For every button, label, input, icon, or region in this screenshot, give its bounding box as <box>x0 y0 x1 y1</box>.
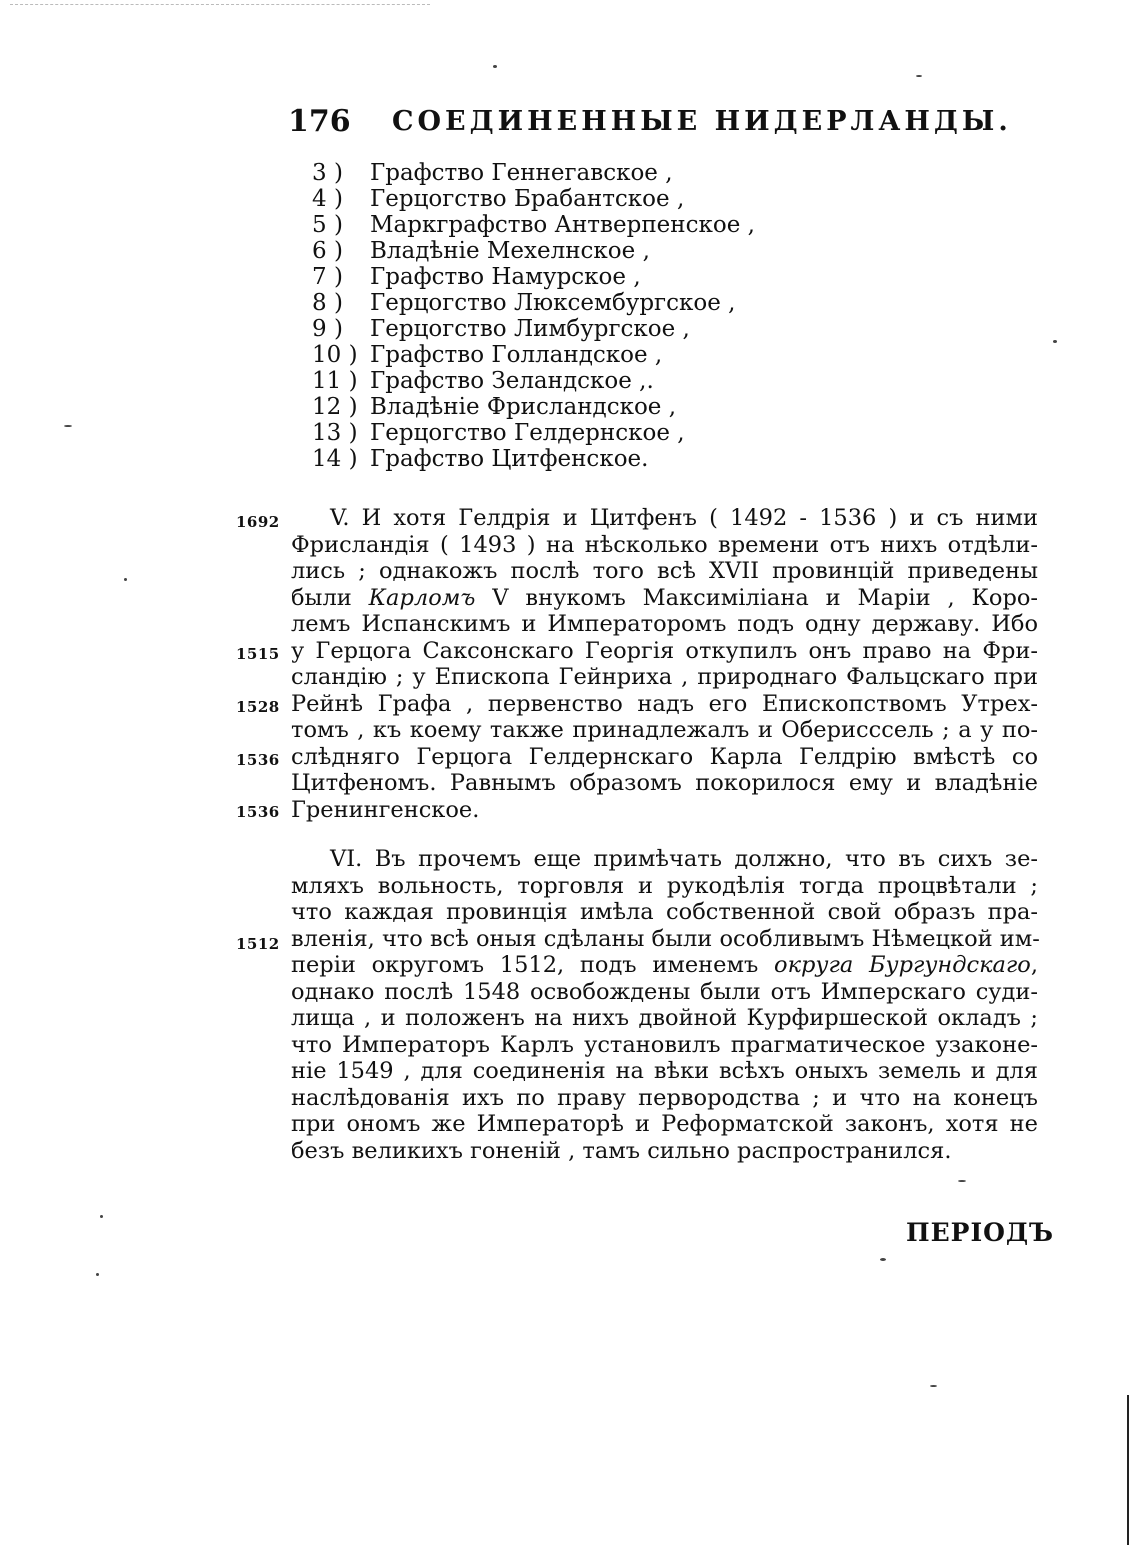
text-line: мляхъ вольность, торговля и рукодѣлія тогда процвѣтали ; <box>291 872 1038 899</box>
top-edge-rule <box>10 4 430 5</box>
list-item <box>312 446 832 472</box>
italic-name: Карломъ <box>368 584 476 611</box>
list-item-number: 12 ) <box>312 394 358 420</box>
list-item-text: Графство Зеландское ,. <box>370 368 654 394</box>
list-item <box>312 212 832 238</box>
page-header <box>288 104 1012 148</box>
list-item <box>312 290 832 316</box>
margin-year: 1512 <box>236 935 280 953</box>
text-line <box>291 952 1038 979</box>
list-item-text: Герцогство Лимбургское , <box>370 316 690 342</box>
list-item <box>312 394 832 420</box>
list-item <box>312 264 832 290</box>
italic-name: округа Бургундскаго <box>774 952 1031 978</box>
text-line: у Герцога Саксонскаго Георгія откупилъ онъ право на Фри- <box>291 637 1038 664</box>
list-item-text: Владѣніе Мехелнское , <box>370 238 650 264</box>
scan-speck <box>64 425 72 427</box>
text-line: вленія, что всѣ оныя сдѣланы были особливымъ Нѣмецкой им- <box>291 925 1040 952</box>
text-line: томъ , къ коему также принадлежалъ и Оберисссель ; а у по- <box>291 717 1038 743</box>
scan-speck <box>930 1385 937 1387</box>
list-item-number: 5 ) <box>312 212 343 238</box>
list-item-text: Графство Геннегавское , <box>370 160 673 186</box>
text-line: наслѣдованія ихъ по праву первородства ; и что на конецъ <box>291 1084 1038 1111</box>
scan-speck <box>493 65 497 68</box>
list-item-text: Герцогство Гелдернское , <box>370 420 685 446</box>
text-line: лища , и положенъ на нихъ двойной Курфиршеской окладъ ; <box>291 1005 1038 1031</box>
text-line: ніе 1549 , для соединенія на вѣки всѣхъ оныхъ земель и для <box>291 1058 1038 1084</box>
text-line: однако послѣ 1548 освобождены были отъ Имперскаго суди- <box>291 978 1038 1005</box>
list-item <box>312 342 832 368</box>
list-item <box>312 238 832 264</box>
catchword: ПЕРІОДЪ <box>906 1218 1055 1247</box>
list-item-text: Графство Намурское , <box>370 264 641 290</box>
text-line: Цитфеномъ. Равнымъ образомъ покорилося ему и владѣніе <box>291 770 1038 796</box>
list-item <box>312 160 832 186</box>
list-item-number: 4 ) <box>312 186 343 212</box>
text-line: что Императоръ Карлъ установилъ прагматическое узаконе- <box>291 1031 1038 1058</box>
text-line: VI. Въ прочемъ еще примѣчать должно, что въ сихъ зе- <box>330 846 1038 872</box>
paragraph-vi <box>291 846 1038 1164</box>
list-item-text: Графство Голландское , <box>370 342 663 368</box>
scan-speck <box>100 1215 103 1218</box>
scan-speck <box>916 75 922 77</box>
text-run: періи округомъ 1512, подъ именемъ <box>291 952 759 978</box>
text-run: были <box>291 584 352 611</box>
provinces-list <box>312 160 832 472</box>
text-line: безъ великихъ гоненій , тамъ сильно распространился. <box>291 1137 952 1164</box>
paragraph-v <box>291 505 1038 823</box>
margin-year: 1528 <box>236 698 280 716</box>
list-item-number: 10 ) <box>312 342 358 368</box>
text-line: при ономъ же Императорѣ и Реформатской законъ, хотя не <box>291 1111 1038 1137</box>
margin-year: 1536 <box>236 803 280 821</box>
page-edge-line <box>1127 1395 1129 1545</box>
page-number: 176 <box>288 104 351 139</box>
scan-speck <box>124 578 127 581</box>
list-item-number: 9 ) <box>312 316 343 342</box>
scan-speck <box>1053 340 1057 343</box>
text-run: V внукомъ Максиміліана и Маріи , Коро- <box>492 584 1039 611</box>
list-item <box>312 420 832 446</box>
text-line: Рейнѣ Графа , первенство надъ его Епископствомъ Утрех- <box>291 690 1038 717</box>
text-line: Фрисландія ( 1493 ) на нѣсколько времени отъ нихъ отдѣли- <box>291 531 1038 558</box>
scan-speck <box>958 1180 966 1182</box>
running-head: СОЕДИНЕННЫЕ НИДЕРЛАНДЫ. <box>392 106 1012 137</box>
list-item-number: 7 ) <box>312 264 343 290</box>
text-line: V. И хотя Гелдрія и Цитфенъ ( 1492 - 1536 ) и съ ними <box>330 505 1038 531</box>
list-item <box>312 186 832 212</box>
margin-year: 1692 <box>236 513 280 531</box>
list-item-number: 6 ) <box>312 238 343 264</box>
list-item-text: Маркграфство Антверпенское , <box>370 212 755 238</box>
text-line: слѣдняго Герцога Гелдернскаго Карла Гелдрію вмѣстѣ со <box>291 743 1038 770</box>
list-item-text: Герцогство Люксембургское , <box>370 290 736 316</box>
list-item-number: 3 ) <box>312 160 343 186</box>
scan-speck <box>880 1258 886 1261</box>
list-item-number: 14 ) <box>312 446 358 472</box>
list-item-text: Герцогство Брабантское , <box>370 186 685 212</box>
list-item-text: Графство Цитфенское. <box>370 446 649 472</box>
margin-year: 1536 <box>236 751 280 769</box>
list-item <box>312 368 832 394</box>
text-run: , <box>1030 952 1038 978</box>
text-line: лись ; однакожъ послѣ того всѣ XVII провинцій приведены <box>291 558 1038 584</box>
text-line: лемъ Испанскимъ и Императоромъ подъ одну державу. Ибо <box>291 611 1038 637</box>
list-item-number: 13 ) <box>312 420 358 446</box>
list-item-number: 11 ) <box>312 368 358 394</box>
text-line: что каждая провинція имѣла собственной свой образъ пра- <box>291 899 1038 925</box>
text-line: сландію ; у Епископа Гейнриха , природнаго Фальцскаго при <box>291 664 1038 690</box>
text-line: Гренингенское. <box>291 796 480 823</box>
list-item-number: 8 ) <box>312 290 343 316</box>
scan-speck <box>96 1273 99 1276</box>
text-line <box>291 585 1038 612</box>
list-item <box>312 316 832 342</box>
margin-year: 1515 <box>236 645 280 663</box>
list-item-text: Владѣніе Фрисландское , <box>370 394 677 420</box>
